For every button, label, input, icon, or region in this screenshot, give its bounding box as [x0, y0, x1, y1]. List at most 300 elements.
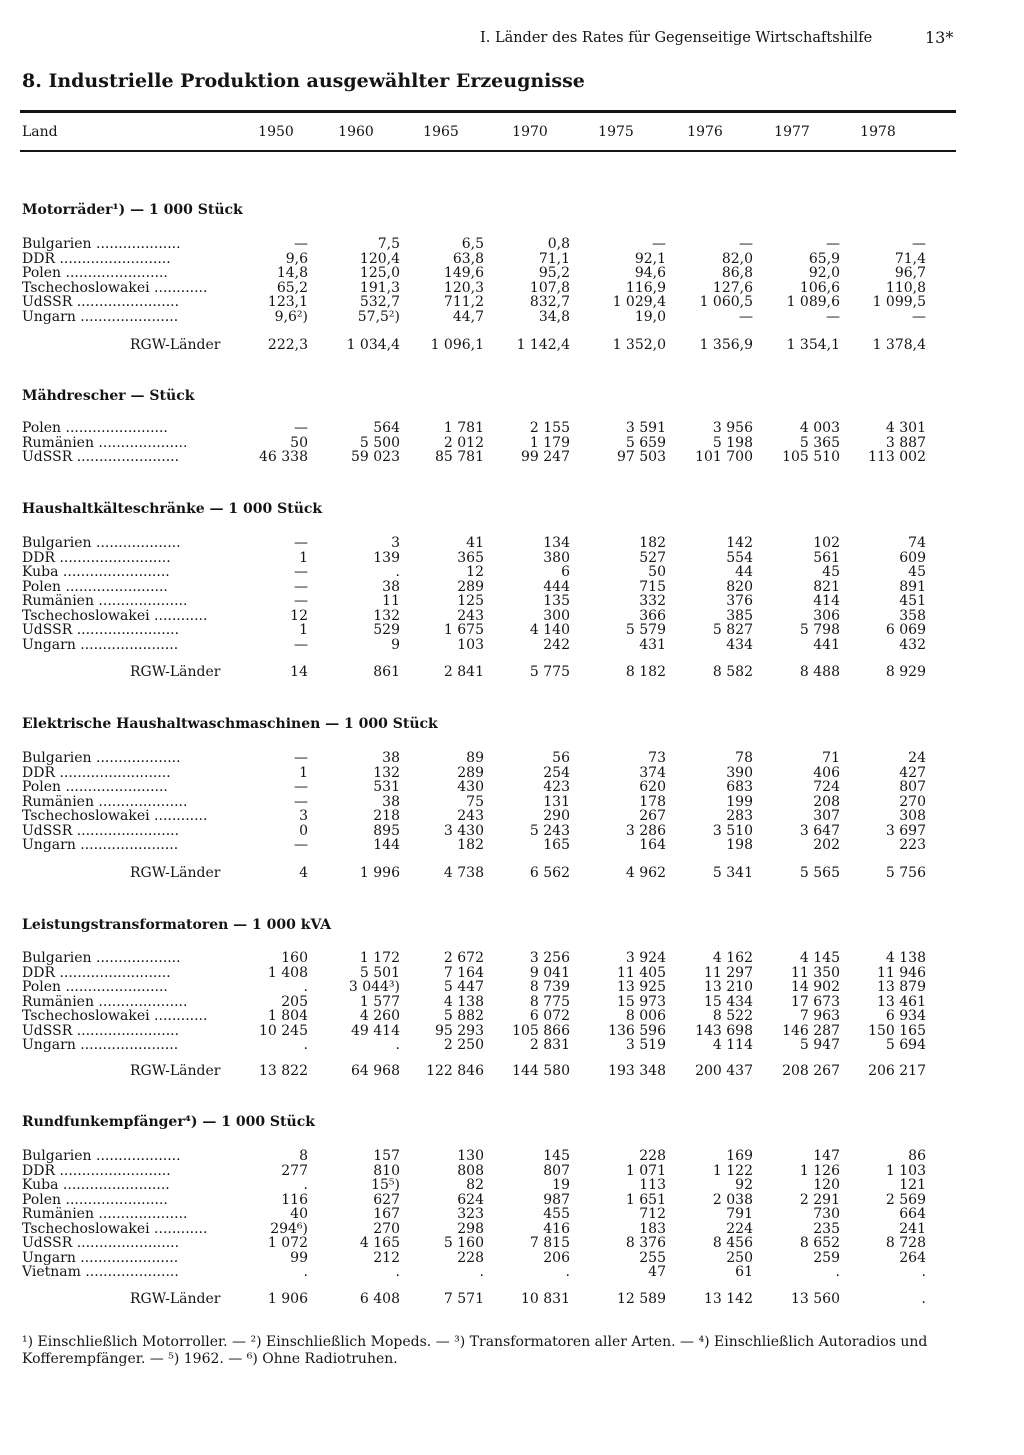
- table-row: [0, 310, 1024, 325]
- value-cell: 6 562: [529, 865, 570, 881]
- value-cell: 9 041: [529, 964, 570, 981]
- value-cell: 290: [543, 808, 570, 824]
- row-label: Tschechoslowakei ............: [22, 1221, 208, 1237]
- value-cell: 5 341: [712, 865, 753, 881]
- row-label: Ungarn ......................: [22, 1038, 179, 1053]
- value-cell: 561: [813, 549, 840, 566]
- value-cell: —: [294, 593, 308, 609]
- value-cell: 24: [908, 750, 926, 766]
- value-cell: 270: [373, 1220, 400, 1237]
- value-cell: 4 114: [712, 1037, 753, 1053]
- table-row: [0, 252, 1024, 267]
- section-title: Motorräder¹) — 1 000 Stück: [22, 202, 243, 218]
- value-cell: .: [565, 1264, 570, 1280]
- value-cell: 14: [290, 664, 308, 680]
- value-cell: 4 962: [625, 865, 666, 881]
- value-cell: 131: [543, 793, 570, 810]
- value-cell: 57,5²): [357, 308, 400, 325]
- value-cell: 125,0: [359, 265, 400, 281]
- value-cell: 95,2: [538, 265, 570, 281]
- value-cell: 807: [899, 779, 926, 795]
- value-cell: 1 996: [359, 865, 400, 881]
- table-row: [0, 1178, 1024, 1193]
- value-cell: 529: [373, 622, 400, 638]
- value-cell: 0,8: [547, 236, 570, 252]
- total-row: [0, 338, 1024, 353]
- row-label: RGW-Länder: [130, 865, 221, 881]
- value-cell: 12: [290, 607, 308, 624]
- value-cell: 366: [639, 607, 666, 624]
- value-cell: 5 500: [359, 434, 400, 451]
- value-cell: 683: [726, 779, 753, 795]
- value-cell: 406: [813, 764, 840, 781]
- value-cell: 1 034,4: [346, 337, 400, 353]
- row-label: Tschechoslowakei ............: [22, 280, 208, 296]
- table-row: [0, 1251, 1024, 1266]
- value-cell: 165: [543, 837, 570, 853]
- value-cell: 86,8: [721, 265, 753, 281]
- value-cell: 13 142: [704, 1291, 753, 1307]
- value-cell: 75: [466, 793, 484, 810]
- value-cell: 105 866: [512, 1022, 570, 1039]
- value-cell: 139: [373, 549, 400, 566]
- value-cell: 13 822: [259, 1063, 308, 1079]
- table-row: [0, 951, 1024, 966]
- value-cell: 205: [281, 993, 308, 1010]
- value-cell: 64 968: [351, 1063, 400, 1079]
- table-row: [0, 980, 1024, 995]
- value-cell: 300: [543, 607, 570, 624]
- table-row: [0, 450, 1024, 465]
- header-rule-bottom: [20, 150, 956, 152]
- value-cell: 127,6: [712, 279, 753, 296]
- value-cell: 5 947: [799, 1037, 840, 1053]
- row-label: DDR .........................: [22, 251, 171, 267]
- value-cell: 532,7: [359, 294, 400, 310]
- value-cell: 2 672: [443, 950, 484, 966]
- table-row: [0, 536, 1024, 551]
- value-cell: 191,3: [359, 279, 400, 296]
- value-cell: 1 142,4: [516, 337, 570, 353]
- value-cell: 38: [382, 793, 400, 810]
- value-cell: —: [294, 535, 308, 551]
- value-cell: 12 589: [617, 1291, 666, 1307]
- value-cell: 212: [373, 1249, 400, 1266]
- value-cell: 380: [543, 549, 570, 566]
- row-label: Ungarn ......................: [22, 1250, 179, 1266]
- value-cell: 193 348: [608, 1063, 666, 1079]
- value-cell: 1: [299, 622, 308, 638]
- value-cell: 374: [639, 764, 666, 781]
- value-cell: 198: [726, 837, 753, 853]
- value-cell: 71,1: [538, 250, 570, 267]
- value-cell: 56: [552, 750, 570, 766]
- row-label: Kuba ........................: [22, 1178, 170, 1193]
- value-cell: 157: [373, 1148, 400, 1164]
- table-header-row: [0, 124, 1024, 142]
- value-cell: 6,5: [461, 236, 484, 252]
- value-cell: 414: [813, 593, 840, 609]
- value-cell: 130: [457, 1148, 484, 1164]
- value-cell: 430: [457, 779, 484, 795]
- row-label: Rumänien ....................: [22, 794, 188, 810]
- header-land: Land: [22, 124, 58, 140]
- row-label: RGW-Länder: [130, 1063, 221, 1079]
- total-row: [0, 866, 1024, 881]
- value-cell: 1 179: [529, 434, 570, 451]
- value-cell: 144: [373, 837, 400, 853]
- value-cell: 3 430: [443, 822, 484, 839]
- value-cell: 243: [457, 607, 484, 624]
- value-cell: 120: [813, 1177, 840, 1193]
- value-cell: 15 434: [704, 993, 753, 1010]
- value-cell: 113 002: [868, 449, 926, 465]
- value-cell: 5 659: [625, 434, 666, 451]
- value-cell: 1 408: [267, 964, 308, 981]
- value-cell: 150 165: [868, 1022, 926, 1039]
- value-cell: 13 560: [791, 1291, 840, 1307]
- section-title: Rundfunkempfänger⁴) — 1 000 Stück: [22, 1114, 315, 1130]
- value-cell: 14 902: [791, 979, 840, 995]
- value-cell: 2 291: [799, 1191, 840, 1208]
- table-row: [0, 1265, 1024, 1280]
- value-cell: 3: [391, 535, 400, 551]
- value-cell: 8 006: [625, 1008, 666, 1024]
- table-row: [0, 1149, 1024, 1164]
- value-cell: 664: [899, 1206, 926, 1222]
- table-row: [0, 751, 1024, 766]
- row-label: Ungarn ......................: [22, 309, 179, 325]
- value-cell: 3 286: [625, 822, 666, 839]
- value-cell: 820: [726, 578, 753, 595]
- value-cell: 4: [299, 865, 308, 881]
- value-cell: 182: [457, 837, 484, 853]
- value-cell: 6: [561, 564, 570, 580]
- row-label: Polen .......................: [22, 579, 168, 595]
- value-cell: 7 164: [443, 964, 484, 981]
- value-cell: 10 831: [521, 1291, 570, 1307]
- value-cell: 8 652: [799, 1235, 840, 1251]
- value-cell: 7,5: [377, 236, 400, 252]
- value-cell: 1 781: [443, 420, 484, 436]
- value-cell: 821: [813, 578, 840, 595]
- table-row: [0, 995, 1024, 1010]
- table-row: [0, 266, 1024, 281]
- value-cell: 116: [281, 1191, 308, 1208]
- value-cell: 11 946: [877, 964, 926, 981]
- value-cell: 0: [299, 822, 308, 839]
- value-cell: 810: [373, 1162, 400, 1179]
- value-cell: 34,8: [538, 308, 570, 325]
- value-cell: 8 456: [712, 1235, 753, 1251]
- value-cell: 86: [908, 1148, 926, 1164]
- value-cell: 2 012: [443, 434, 484, 451]
- value-cell: —: [912, 308, 926, 325]
- table-row: [0, 1009, 1024, 1024]
- value-cell: 183: [639, 1220, 666, 1237]
- table-row: [0, 1236, 1024, 1251]
- value-cell: 19,0: [634, 308, 666, 325]
- row-label: UdSSR .......................: [22, 450, 180, 465]
- row-label: Polen .......................: [22, 1192, 168, 1208]
- value-cell: 59 023: [351, 449, 400, 465]
- value-cell: 136 596: [608, 1022, 666, 1039]
- value-cell: 5 798: [799, 622, 840, 638]
- value-cell: 254: [543, 764, 570, 781]
- table-row: [0, 551, 1024, 566]
- row-label: DDR .........................: [22, 965, 171, 981]
- value-cell: 715: [639, 578, 666, 595]
- value-cell: 9,6²): [274, 308, 308, 325]
- row-label: Bulgarien ...................: [22, 951, 181, 966]
- value-cell: 8 728: [885, 1235, 926, 1251]
- table-row: [0, 623, 1024, 638]
- value-cell: 554: [726, 549, 753, 566]
- value-cell: 95 293: [435, 1022, 484, 1039]
- value-cell: 807: [543, 1162, 570, 1179]
- value-cell: .: [303, 1177, 308, 1193]
- value-cell: .: [395, 1037, 400, 1053]
- value-cell: 44,7: [452, 308, 484, 325]
- value-cell: 178: [639, 793, 666, 810]
- value-cell: 167: [373, 1206, 400, 1222]
- value-cell: 99: [290, 1249, 308, 1266]
- value-cell: 5 198: [712, 434, 753, 451]
- total-row: [0, 1064, 1024, 1079]
- value-cell: 7 571: [443, 1291, 484, 1307]
- value-cell: 8 488: [799, 664, 840, 680]
- value-cell: 146 287: [782, 1022, 840, 1039]
- value-cell: .: [303, 1264, 308, 1280]
- value-cell: 89: [466, 750, 484, 766]
- value-cell: 65,9: [808, 250, 840, 267]
- value-cell: 390: [726, 764, 753, 781]
- row-label: UdSSR .......................: [22, 623, 180, 638]
- value-cell: 74: [908, 535, 926, 551]
- value-cell: 50: [648, 564, 666, 580]
- value-cell: 122 846: [426, 1063, 484, 1079]
- value-cell: 8 582: [712, 664, 753, 680]
- value-cell: 1 089,6: [786, 294, 840, 310]
- value-cell: 6 069: [885, 622, 926, 638]
- table-row: [0, 281, 1024, 296]
- value-cell: 6 934: [885, 1008, 926, 1024]
- value-cell: —: [294, 636, 308, 653]
- section-title: Leistungstransformatoren — 1 000 kVA: [22, 917, 332, 933]
- value-cell: 92,1: [634, 250, 666, 267]
- value-cell: 3 697: [885, 822, 926, 839]
- value-cell: 3 510: [712, 822, 753, 839]
- value-cell: 3 647: [799, 822, 840, 839]
- header-year: 1965: [423, 124, 459, 140]
- value-cell: 3 256: [529, 950, 570, 966]
- value-cell: 142: [726, 535, 753, 551]
- value-cell: 164: [639, 837, 666, 853]
- value-cell: 358: [899, 607, 926, 624]
- value-cell: 527: [639, 549, 666, 566]
- value-cell: 5 160: [443, 1235, 484, 1251]
- row-label: Rumänien ....................: [22, 594, 188, 609]
- value-cell: 7 963: [799, 1008, 840, 1024]
- value-cell: 228: [457, 1249, 484, 1266]
- value-cell: 4 140: [529, 622, 570, 638]
- row-label: Bulgarien ...................: [22, 237, 181, 252]
- value-cell: 8 775: [529, 993, 570, 1010]
- value-cell: 202: [813, 837, 840, 853]
- value-cell: 1: [299, 764, 308, 781]
- value-cell: 121: [899, 1177, 926, 1193]
- value-cell: 4 162: [712, 950, 753, 966]
- value-cell: 49 414: [351, 1022, 400, 1039]
- value-cell: 323: [457, 1206, 484, 1222]
- value-cell: 365: [457, 549, 484, 566]
- row-label: RGW-Länder: [130, 337, 221, 353]
- value-cell: 8: [299, 1148, 308, 1164]
- value-cell: 11: [382, 593, 400, 609]
- row-label: Rumänien ....................: [22, 435, 188, 451]
- value-cell: 99 247: [521, 449, 570, 465]
- value-cell: 423: [543, 779, 570, 795]
- value-cell: —: [294, 779, 308, 795]
- value-cell: 4 165: [359, 1235, 400, 1251]
- value-cell: 235: [813, 1220, 840, 1237]
- value-cell: 3 887: [885, 434, 926, 451]
- value-cell: 200 437: [695, 1063, 753, 1079]
- value-cell: 132: [373, 607, 400, 624]
- value-cell: —: [294, 750, 308, 766]
- value-cell: 1 103: [885, 1162, 926, 1179]
- table-row: [0, 809, 1024, 824]
- value-cell: 432: [899, 636, 926, 653]
- value-cell: —: [294, 564, 308, 580]
- value-cell: 135: [543, 593, 570, 609]
- value-cell: 2 250: [443, 1037, 484, 1053]
- value-cell: 2 155: [529, 420, 570, 436]
- value-cell: 1 378,4: [872, 337, 926, 353]
- header-year: 1976: [687, 124, 723, 140]
- table-row: [0, 1222, 1024, 1237]
- value-cell: 730: [813, 1206, 840, 1222]
- value-cell: 144 580: [512, 1063, 570, 1079]
- value-cell: 1 071: [625, 1162, 666, 1179]
- value-cell: 5 775: [529, 664, 570, 680]
- value-cell: 3 956: [712, 420, 753, 436]
- value-cell: 2 038: [712, 1191, 753, 1208]
- value-cell: 5 756: [885, 865, 926, 881]
- value-cell: 120,4: [359, 250, 400, 267]
- value-cell: 145: [543, 1148, 570, 1164]
- value-cell: 11 297: [704, 964, 753, 981]
- table-row: [0, 638, 1024, 653]
- value-cell: 63,8: [452, 250, 484, 267]
- value-cell: 5 365: [799, 434, 840, 451]
- section-title: Mähdrescher — Stück: [22, 388, 195, 404]
- value-cell: 2 831: [529, 1037, 570, 1053]
- value-cell: 11 405: [617, 964, 666, 981]
- value-cell: 101 700: [695, 449, 753, 465]
- value-cell: —: [739, 236, 753, 252]
- value-cell: 531: [373, 779, 400, 795]
- value-cell: 1 126: [799, 1162, 840, 1179]
- row-label: Polen .......................: [22, 780, 168, 795]
- value-cell: 1 172: [359, 950, 400, 966]
- value-cell: 8 182: [625, 664, 666, 680]
- value-cell: 332: [639, 593, 666, 609]
- row-label: UdSSR .......................: [22, 1023, 180, 1039]
- value-cell: 1 096,1: [430, 337, 484, 353]
- value-cell: 289: [457, 764, 484, 781]
- value-cell: 5 447: [443, 979, 484, 995]
- row-label: DDR .........................: [22, 550, 171, 566]
- value-cell: 47: [648, 1264, 666, 1280]
- value-cell: 1 577: [359, 993, 400, 1010]
- value-cell: 1 675: [443, 622, 484, 638]
- value-cell: 264: [899, 1249, 926, 1266]
- header-year: 1977: [774, 124, 810, 140]
- value-cell: 298: [457, 1220, 484, 1237]
- value-cell: 308: [899, 808, 926, 824]
- value-cell: —: [294, 236, 308, 252]
- value-cell: 113: [639, 1177, 666, 1193]
- value-cell: 11 350: [791, 964, 840, 981]
- value-cell: 3 591: [625, 420, 666, 436]
- value-cell: 243: [457, 808, 484, 824]
- value-cell: 6 408: [359, 1291, 400, 1307]
- row-label: RGW-Länder: [130, 1291, 221, 1307]
- value-cell: 2 841: [443, 664, 484, 680]
- running-head: I. Länder des Rates für Gegenseitige Wirtschaftshilfe: [480, 30, 873, 46]
- value-cell: 44: [735, 564, 753, 580]
- table-row: [0, 565, 1024, 580]
- value-cell: 306: [813, 607, 840, 624]
- value-cell: 14,8: [276, 265, 308, 281]
- value-cell: .: [395, 564, 400, 580]
- value-cell: .: [479, 1264, 484, 1280]
- value-cell: 627: [373, 1191, 400, 1208]
- table-row: [0, 609, 1024, 624]
- value-cell: —: [826, 236, 840, 252]
- row-label: Ungarn ......................: [22, 838, 179, 853]
- value-cell: —: [294, 420, 308, 436]
- header-year: 1978: [860, 124, 896, 140]
- value-cell: 13 210: [704, 979, 753, 995]
- value-cell: 38: [382, 750, 400, 766]
- value-cell: 92,0: [808, 265, 840, 281]
- value-cell: 441: [813, 636, 840, 653]
- table-row: [0, 966, 1024, 981]
- value-cell: 134: [543, 535, 570, 551]
- value-cell: 208 267: [782, 1063, 840, 1079]
- value-cell: 110,8: [885, 279, 926, 296]
- footnotes: ¹) Einschließlich Motorroller. — ²) Einschließlich Mopeds. — ³) Transformatoren aller Arten. — ⁴) Einschließlich Autoradios und Kofferempfänger. — ⁵) 1962. — ⁶) Ohne Radiotruhen.: [22, 1334, 928, 1367]
- table-row: [0, 1038, 1024, 1053]
- value-cell: 4 138: [443, 993, 484, 1010]
- value-cell: 45: [908, 564, 926, 580]
- value-cell: 564: [373, 420, 400, 436]
- value-cell: .: [395, 1264, 400, 1280]
- table-row: [0, 421, 1024, 436]
- value-cell: 78: [735, 750, 753, 766]
- table-row: [0, 1207, 1024, 1222]
- value-cell: 431: [639, 636, 666, 653]
- value-cell: 9: [391, 636, 400, 653]
- value-cell: 1 356,9: [699, 337, 753, 353]
- header-year: 1960: [338, 124, 374, 140]
- value-cell: 106,6: [799, 279, 840, 296]
- value-cell: 444: [543, 578, 570, 595]
- value-cell: 5 565: [799, 865, 840, 881]
- value-cell: 4 145: [799, 950, 840, 966]
